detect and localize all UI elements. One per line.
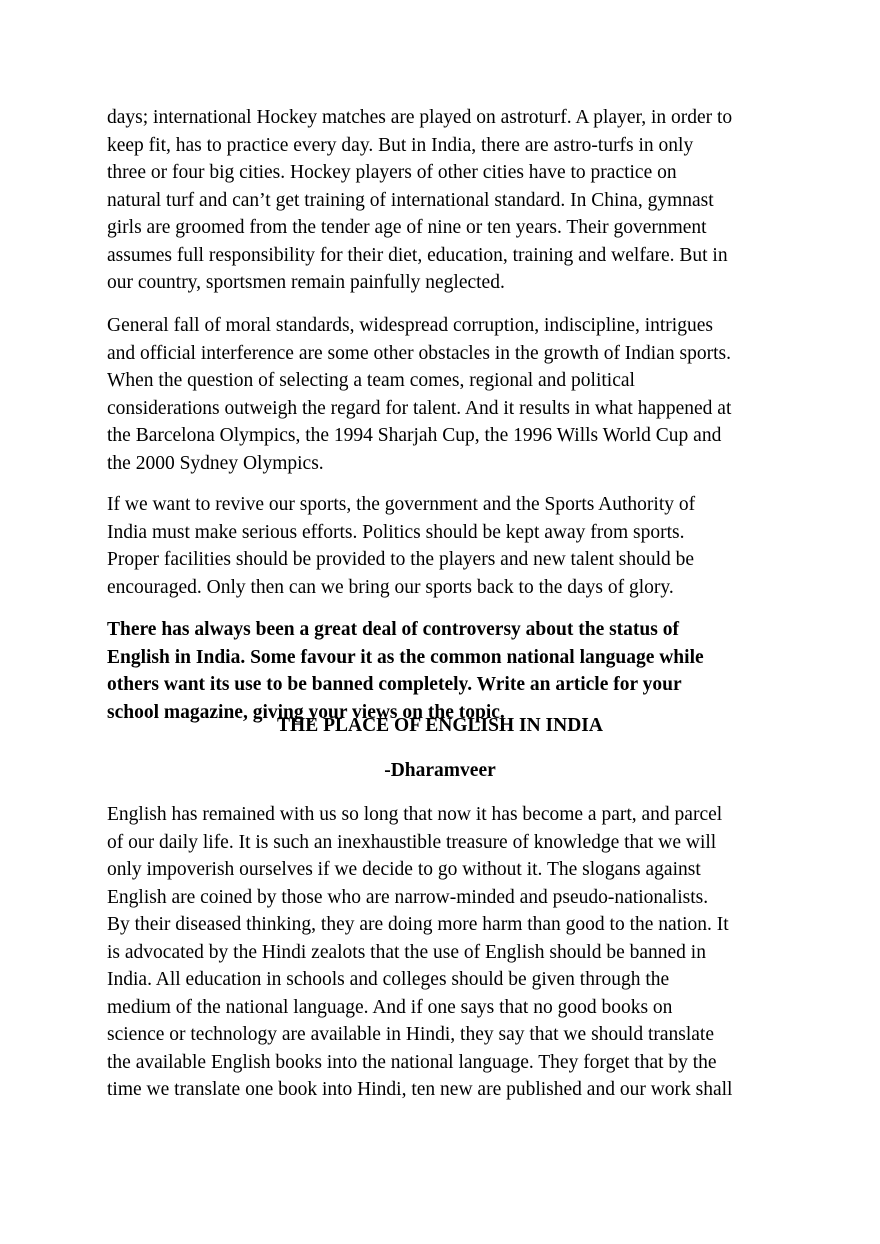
text-line: General fall of moral standards, widespread corruption, indiscipline, intrigues [107,315,713,336]
text-line: girls are groomed from the tender age of nine or ten years. Their government [107,217,707,238]
text-line: others want its use to be banned completely. Write an article for your [107,674,682,695]
text-line: By their diseased thinking, they are doing more harm than good to the nation. It [107,914,729,935]
text-line: our country, sportsmen remain painfully neglected. [107,272,505,293]
text-line: of our daily life. It is such an inexhaustible treasure of knowledge that we will [107,831,717,853]
text-line: There has always been a great deal of controversy about the status of [107,619,679,640]
text-line: English in India. Some favour it as the common national language while [107,646,704,668]
text-line: the available English books into the national language. They forget that by the [107,1051,717,1073]
text-line: time we translate one book into Hindi, ten new are published and our work shall [107,1079,733,1100]
text-line: If we want to revive our sports, the government and the Sports Authority of [107,494,696,515]
text-line: is advocated by the Hindi zealots that the use of English should be banned in [107,941,706,963]
text-line: When the question of selecting a team comes, regional and political [107,370,635,391]
paragraph-english-body [107,801,732,1104]
text-line: days; international Hockey matches are played on astroturf. A player, in order to [107,107,733,128]
text-line: English has remained with us so long that now it has become a part, and parcel [107,804,723,825]
text-line: school magazine, giving your views on the topic. [107,701,505,723]
paragraph-revive-sports [107,491,695,601]
text-line: India must make serious efforts. Politics should be kept away from sports. [107,521,685,543]
text-line: keep fit, has to practice every day. But in India, there are astro-turfs in only [107,134,694,156]
text-line: Proper facilities should be provided to the players and new talent should be [107,549,695,570]
text-line: only impoverish ourselves if we decide to go without it. The slogans against [107,859,701,880]
article-author: -Dharamveer [384,760,496,781]
text-line: and official interference are some other obstacles in the growth of Indian sports. [107,342,731,364]
text-line: three or four big cities. Hockey players of other cities have to practice on [107,162,677,183]
text-line: the 2000 Sydney Olympics. [107,452,324,474]
paragraph-moral-standards [107,312,731,477]
paragraph-sports-neglect [107,104,732,297]
text-line: considerations outweigh the regard for talent. And it results in what happened at [107,397,732,419]
article-title: THE PLACE OF ENGLISH IN INDIA [277,715,603,736]
text-line: medium of the national language. And if one says that no good books on [107,996,673,1018]
question-prompt [107,616,704,726]
text-line: natural turf and can’t get training of international standard. In China, gymnast [107,189,714,211]
text-line: India. All education in schools and colleges should be given through the [107,969,670,990]
text-line: the Barcelona Olympics, the 1994 Sharjah Cup, the 1996 Wills World Cup and [107,425,722,446]
text-line: assumes full responsibility for their diet, education, training and welfare. But in [107,244,728,266]
text-line: science or technology are available in Hindi, they say that we should translate [107,1024,715,1045]
text-line: English are coined by those who are narrow-minded and pseudo-nationalists. [107,886,709,908]
text-line: encouraged. Only then can we bring our sports back to the days of glory. [107,576,674,598]
